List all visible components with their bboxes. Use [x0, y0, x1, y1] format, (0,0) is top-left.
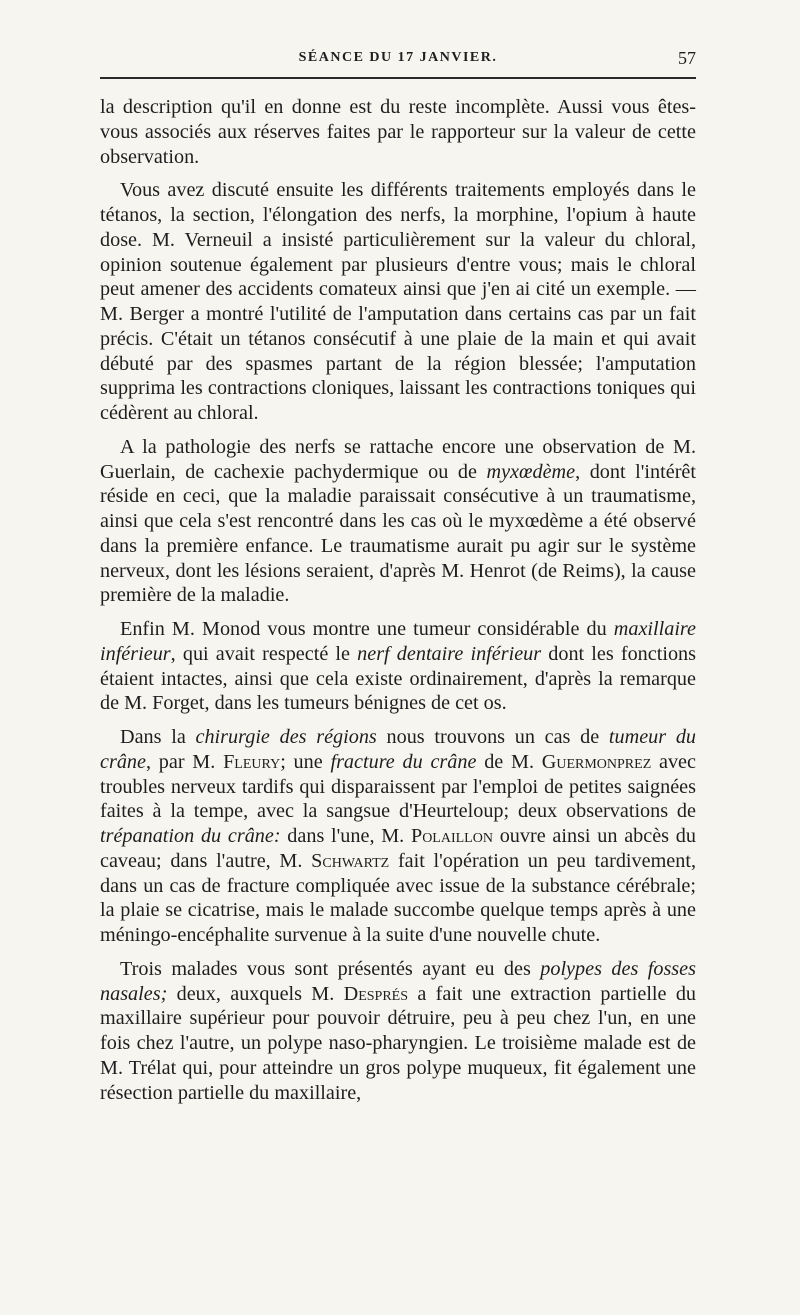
italic-term: chirurgie des régions — [195, 726, 377, 748]
author-name: Fleury — [223, 750, 281, 773]
paragraph-text: de M. — [476, 750, 542, 773]
running-title: SÉANCE DU 17 JANVIER. — [298, 50, 498, 65]
italic-term: maxillaire inférieur — [100, 618, 696, 665]
author-name: Polaillon — [410, 825, 493, 847]
paragraph-myxoedeme — [100, 435, 696, 608]
paragraph-chirurgie-regions — [100, 725, 696, 948]
paragraph-text: fait l'opération un peu tardivement, dans un cas de fracture compliquée avec issue de la substance cérébrale; la plaie se cicatrise, mais le malade succombe quelque temps après à une méningo-encéphalite survenue à la suite d'une nouvelle chute. — [100, 849, 696, 946]
paragraph-text: , qui avait respecté le — [170, 642, 358, 665]
paragraph-text: ; une — [280, 750, 331, 773]
author-name: Després — [343, 982, 409, 1005]
paragraph-continuation — [100, 95, 696, 169]
paragraph-text: a fait une extraction partielle du maxillaire supérieur pour pouvoir détruire, peu à peu chez l'un, en une fois chez l'autre, un polype naso-pharyngien. Le troisième malade est de M. Trélat qui, pour atteindre un gros polype muqueux, fit également une résection partielle du maxillaire, — [100, 982, 697, 1104]
italic-term: tumeur du crâne — [100, 726, 697, 773]
paragraph-text: dans l'une, M. — [280, 825, 411, 847]
paragraph-text: dont les fonctions étaient intactes, ainsi que cela existe ordinairement, d'après la remarque de M. Forget, dans les tumeurs bénignes de cet os. — [100, 642, 696, 715]
running-head — [100, 46, 696, 70]
paragraph-text: Vous avez discuté ensuite les différents traitements employés dans le tétanos, la section, l'élongation des nerfs, la morphine, l'opium à haute dose. M. Verneuil a insisté particulièrement sur la valeur du chloral, opinion soutenue également par plusieurs d'entre vous; mais le chloral peut amener des accidents comateux ainsi que j'en ai cité un exemple. — M. Berger a montré l'utilité de l'amputation dans certains cas par un fait précis. C'était un tétanos consécutif à une plaie de la main et qui avait débuté par des spasmes partant de la région blessée; l'amputation supprima les contractions cloniques, laissant les contractions toniques qui cédèrent au chloral. — [100, 179, 696, 424]
paragraph-polypes — [100, 957, 696, 1106]
header-rule — [100, 77, 696, 79]
paragraph-text: Enfin M. Monod vous montre une tumeur considérable du — [120, 618, 614, 640]
paragraph-text: Trois malades vous sont présentés ayant eu des — [120, 957, 541, 980]
italic-term: myxœdème — [486, 460, 576, 483]
paragraph-tetanos-treatments — [100, 178, 696, 426]
paragraph-text: nous trouvons un cas de — [376, 726, 609, 748]
paragraph-text: Dans la — [120, 726, 196, 748]
italic-term: nerf dentaire inférieur — [357, 642, 542, 665]
paragraph-text: la description qu'il en donne est du reste incomplète. Aussi vous êtes-vous associés aux réserves faites par le rapporteur sur la valeur de cette observation. — [100, 96, 696, 168]
paragraph-maxillaire — [100, 617, 696, 716]
paragraph-text: ouvre ainsi un abcès du caveau; dans l'autre, M. — [100, 825, 696, 872]
body-text — [100, 95, 696, 1114]
author-name: Schwartz — [311, 849, 390, 872]
italic-term: trépanation du crâne: — [100, 825, 281, 847]
paragraph-text: deux, auxquels M. — [167, 982, 344, 1005]
paragraph-text: A la pathologie des nerfs se rattache encore une observation de M. Guerlain, de cachexie pachydermique ou de — [100, 435, 696, 483]
paragraph-text: , par M. — [145, 750, 224, 773]
author-name: Guermonprez — [541, 750, 652, 773]
paragraph-text: avec troubles nerveux tardifs qui disparaissent par l'emploi de petites saignées faites à la tempe, avec la sangsue d'Heurteloup; deux observations de — [100, 750, 696, 823]
page-number: 57 — [678, 48, 696, 68]
italic-term: fracture du crâne — [330, 750, 477, 773]
italic-term: polypes des fosses nasales; — [100, 957, 696, 1005]
paragraph-text: , dont l'intérêt réside en ceci, que la maladie paraissait consécutive à un traumatisme, ainsi que cela s'est rencontré dans les cas où le myxœdème a été observé dans la première enfance. Le traumatisme aurait pu agir sur le système nerveux, dont les lésions seraient, d'après M. Henrot (de Reims), la cause première de la maladie. — [100, 460, 696, 607]
